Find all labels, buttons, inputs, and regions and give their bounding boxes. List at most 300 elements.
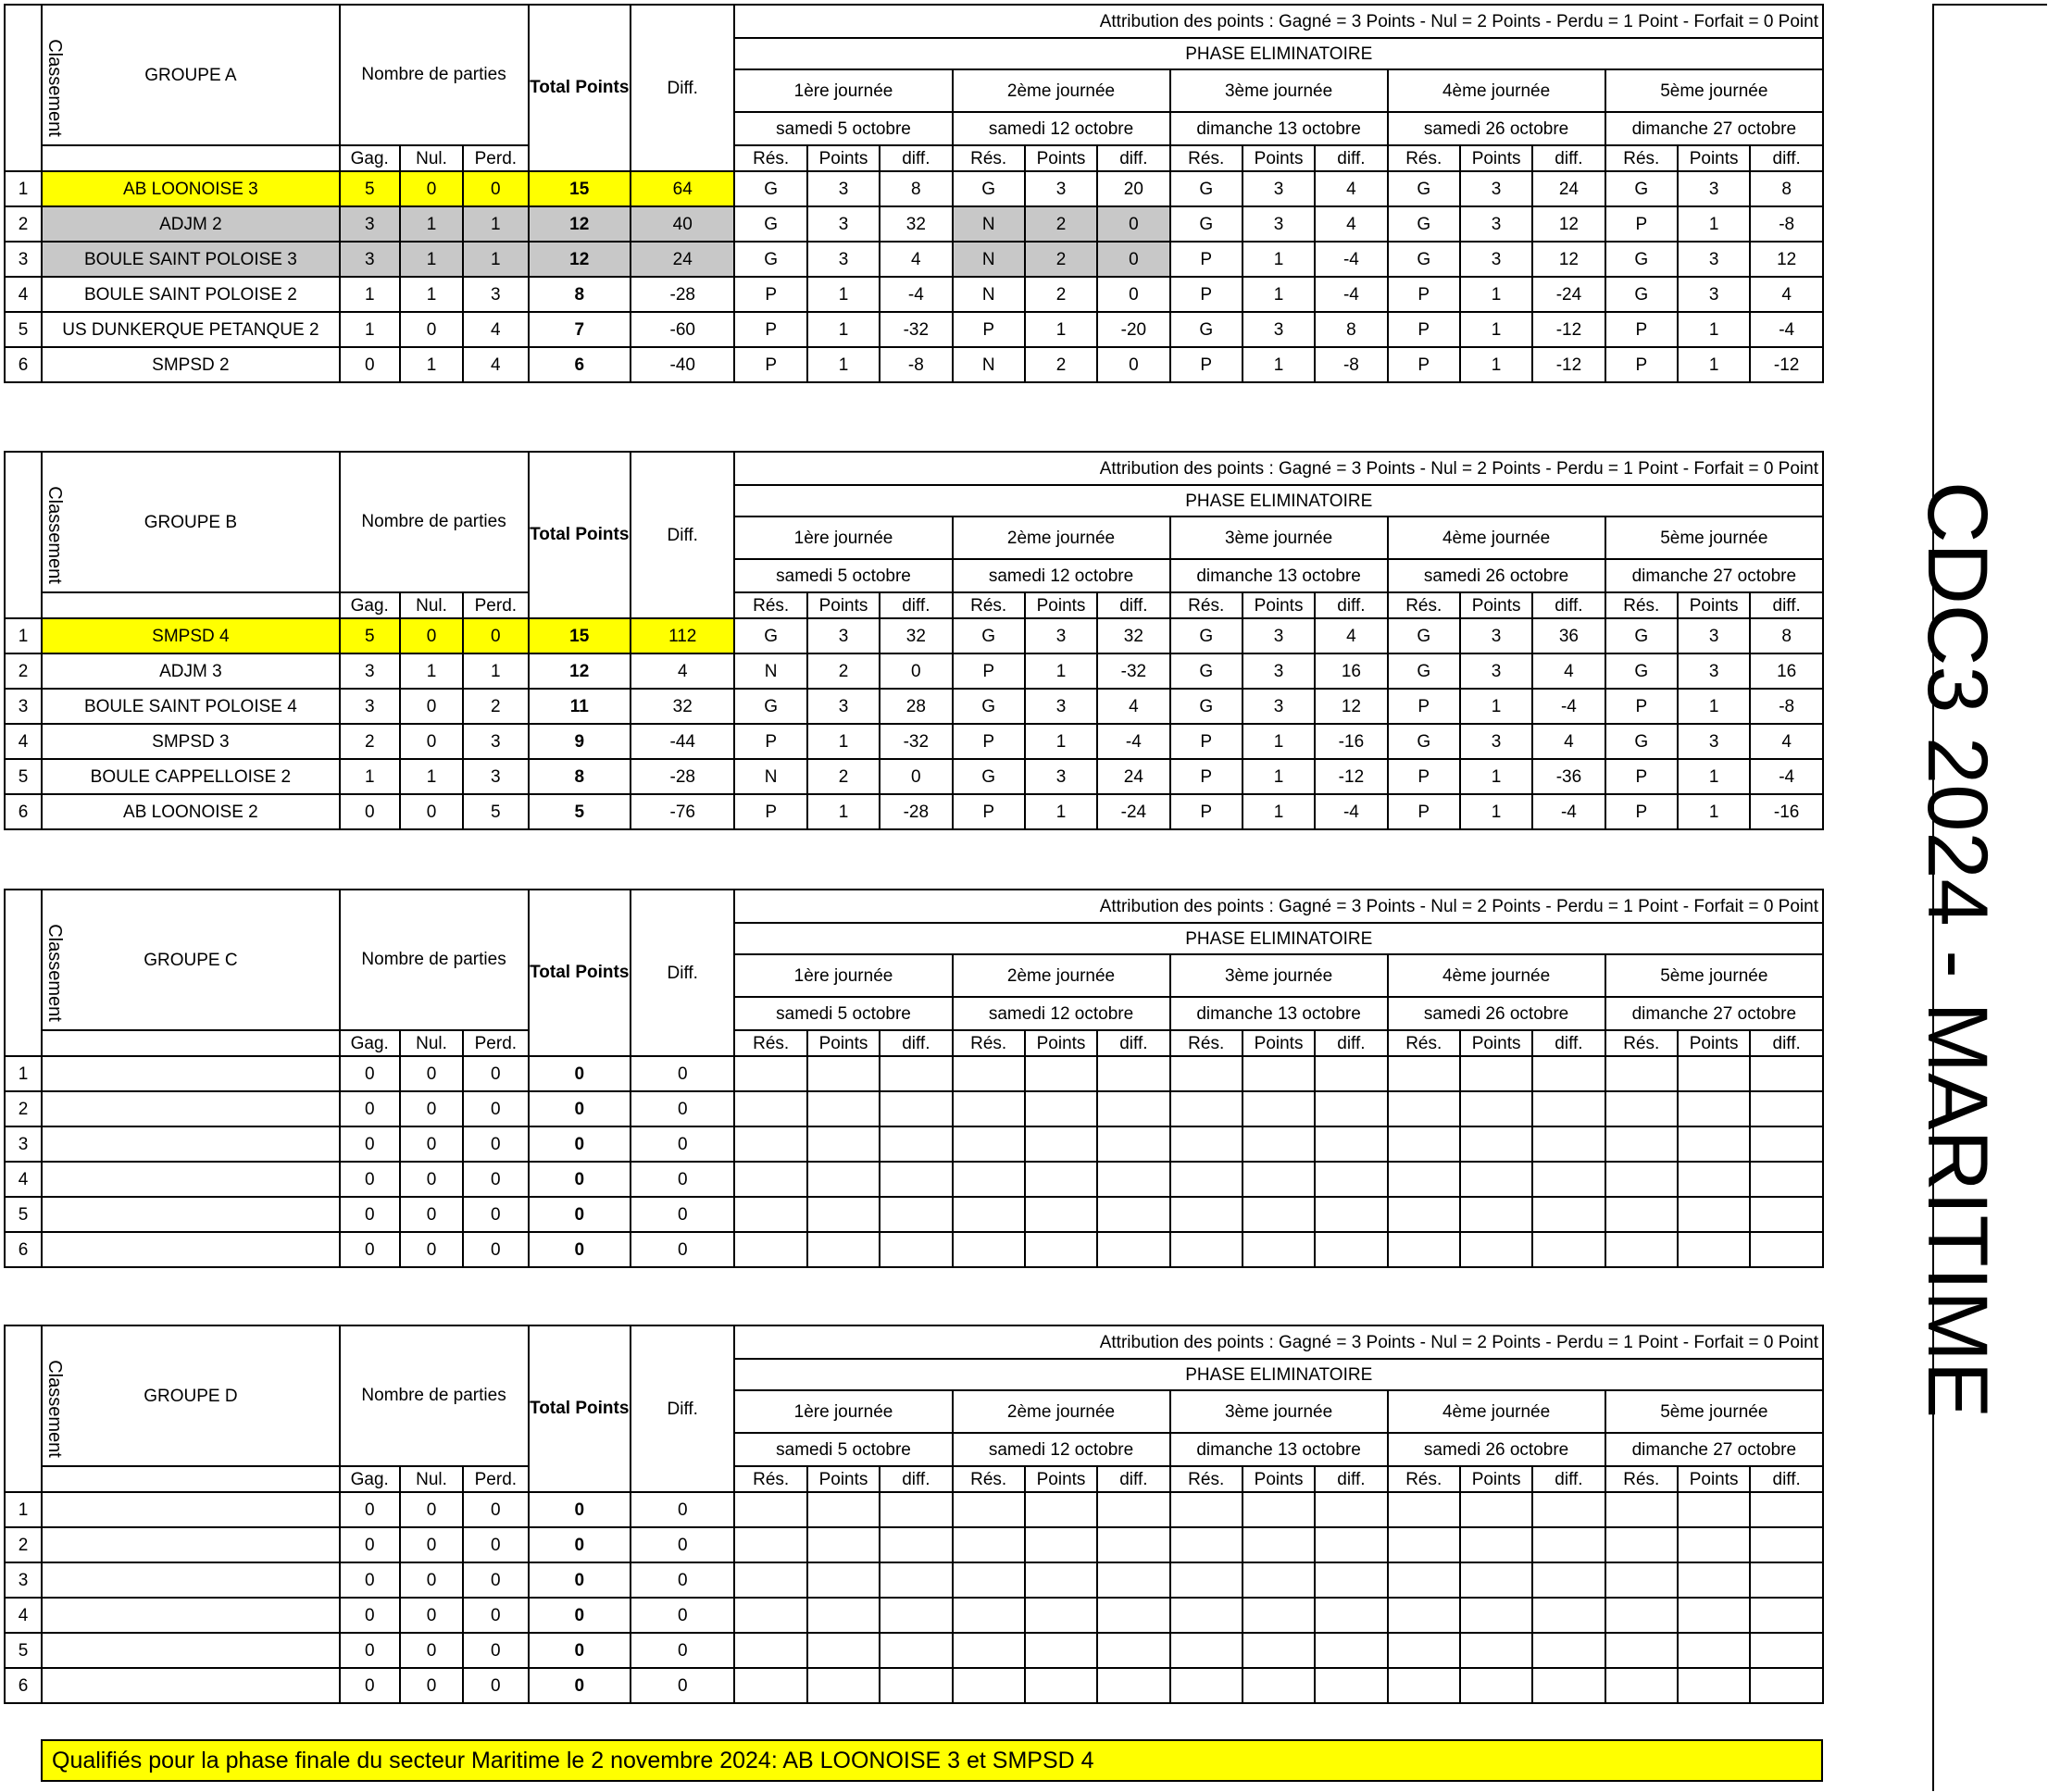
points-cell: 3 [1243,653,1315,689]
day-diff-cell [1532,1562,1605,1598]
perd-cell: 4 [463,347,528,382]
day-diff-cell [880,1668,952,1703]
journee-date: samedi 5 octobre [734,559,952,592]
total-points-header: Total Points [529,890,631,1056]
diff-cell: -40 [631,347,735,382]
rank-cell: 6 [5,347,42,382]
res-cell [1170,1492,1243,1527]
team-cell: SMPSD 4 [42,618,339,653]
res-cell [734,1197,806,1232]
gag-cell: 5 [340,618,400,653]
journee-label: 2ème journée [953,954,1170,997]
res-cell [734,1562,806,1598]
rank-cell: 3 [5,1126,42,1162]
table-row [5,1056,1823,1091]
points-attribution: Attribution des points : Gagné = 3 Points - Nul = 2 Points - Perdu = 1 Point - Forfait = 0 Point [734,452,1823,485]
team-cell: SMPSD 2 [42,347,339,382]
points-header: Points [1460,1466,1532,1492]
day-diff-cell: -36 [1532,759,1605,794]
team-cell [42,1598,339,1633]
team-cell [42,1492,339,1527]
gag-cell: 0 [340,1527,400,1562]
points-cell: 3 [1243,312,1315,347]
rank-cell: 3 [5,242,42,277]
points-header: Points [1025,592,1097,618]
day-diff-cell [1750,1527,1823,1562]
diff-small-header: diff. [1750,592,1823,618]
day-diff-cell [1097,1633,1169,1668]
res-cell [734,1232,806,1267]
points-cell [807,1126,880,1162]
points-cell: 3 [807,171,880,206]
points-cell [1678,1091,1750,1126]
perd-cell: 0 [463,1056,528,1091]
day-diff-cell: 4 [1532,724,1605,759]
team-cell: BOULE SAINT POLOISE 2 [42,277,339,312]
points-cell: 1 [1025,794,1097,829]
res-cell [1388,1598,1460,1633]
points-cell [1025,1162,1097,1197]
team-cell: ADJM 2 [42,206,339,242]
points-cell: 2 [1025,206,1097,242]
gag-cell: 3 [340,242,400,277]
diff-header: Diff. [631,1325,735,1492]
journee-date: dimanche 27 octobre [1605,997,1823,1030]
total-cell: 0 [529,1492,631,1527]
journee-date: samedi 12 octobre [953,112,1170,145]
day-diff-cell: 4 [1750,724,1823,759]
res-cell [734,1598,806,1633]
perd-cell: 0 [463,1527,528,1562]
group-name: GROUPE D [42,1325,339,1466]
points-cell [1678,1527,1750,1562]
res-cell [1170,1527,1243,1562]
res-cell [1605,1056,1678,1091]
res-cell [953,1562,1025,1598]
points-cell: 3 [1025,618,1097,653]
journee-label: 2ème journée [953,1390,1170,1433]
rank-cell: 2 [5,1527,42,1562]
journee-label: 4ème journée [1388,954,1605,997]
day-diff-cell [1532,1126,1605,1162]
res-header: Rés. [1605,1466,1678,1492]
day-diff-cell [1532,1162,1605,1197]
journee-date: samedi 26 octobre [1388,1433,1605,1466]
perd-cell: 1 [463,206,528,242]
day-diff-cell: 12 [1750,242,1823,277]
table-row [5,794,1823,829]
gag-cell: 0 [340,1056,400,1091]
table-row [5,1598,1823,1633]
points-header: Points [1678,1466,1750,1492]
journee-label: 1ère journée [734,1390,952,1433]
res-cell: G [1170,312,1243,347]
day-diff-cell [1750,1232,1823,1267]
points-cell: 1 [807,277,880,312]
points-header: Points [807,1030,880,1056]
res-cell [1170,1126,1243,1162]
diff-small-header: diff. [880,145,952,171]
points-cell: 1 [1678,347,1750,382]
day-diff-cell: -32 [880,724,952,759]
points-cell [1678,1562,1750,1598]
group-name: GROUPE C [42,890,339,1030]
points-cell [1460,1527,1532,1562]
points-cell: 1 [1678,312,1750,347]
total-cell: 0 [529,1162,631,1197]
team-cell [42,1056,339,1091]
res-cell [953,1091,1025,1126]
res-cell: P [1388,347,1460,382]
points-attribution: Attribution des points : Gagné = 3 Points - Nul = 2 Points - Perdu = 1 Point - Forfait = 0 Point [734,1325,1823,1359]
perd-cell: 0 [463,618,528,653]
day-diff-cell [880,1633,952,1668]
day-diff-cell [1097,1668,1169,1703]
nul-cell: 0 [400,1162,463,1197]
total-cell: 0 [529,1598,631,1633]
day-diff-cell: 4 [880,242,952,277]
day-diff-cell: 0 [1097,347,1169,382]
diff-small-header: diff. [1750,1466,1823,1492]
day-diff-cell: -28 [880,794,952,829]
day-diff-cell: -16 [1315,724,1387,759]
points-cell [1460,1232,1532,1267]
nul-cell: 0 [400,1232,463,1267]
res-cell [1605,1162,1678,1197]
res-cell [1388,1633,1460,1668]
day-diff-cell: -4 [1750,759,1823,794]
res-cell [1388,1527,1460,1562]
nul-header: Nul. [400,1030,463,1056]
perd-cell: 0 [463,1562,528,1598]
day-diff-cell [880,1562,952,1598]
table-row [5,171,1823,206]
points-cell [1025,1598,1097,1633]
gag-header: Gag. [340,1466,400,1492]
res-cell [1605,1492,1678,1527]
res-cell [953,1162,1025,1197]
journee-label: 3ème journée [1170,69,1388,112]
team-cell: AB LOONOISE 2 [42,794,339,829]
points-cell [1025,1197,1097,1232]
gag-header: Gag. [340,1030,400,1056]
nul-cell: 0 [400,618,463,653]
gag-cell: 1 [340,312,400,347]
table-row [5,1492,1823,1527]
points-cell [807,1232,880,1267]
gag-cell: 1 [340,759,400,794]
points-cell [1025,1562,1097,1598]
perd-cell: 1 [463,653,528,689]
diff-cell: 40 [631,206,735,242]
total-cell: 6 [529,347,631,382]
journee-date: samedi 26 octobre [1388,997,1605,1030]
points-header: Points [807,592,880,618]
res-cell: P [1388,794,1460,829]
points-cell [1243,1232,1315,1267]
team-cell: ADJM 3 [42,653,339,689]
res-cell [1605,1598,1678,1633]
res-cell [1170,1056,1243,1091]
day-diff-cell [1097,1162,1169,1197]
nul-cell: 0 [400,1091,463,1126]
points-cell [1025,1056,1097,1091]
res-cell: G [1388,618,1460,653]
total-cell: 0 [529,1091,631,1126]
res-cell: G [1388,242,1460,277]
journee-date: samedi 5 octobre [734,997,952,1030]
diff-small-header: diff. [1532,1030,1605,1056]
day-diff-cell: 0 [1097,277,1169,312]
res-header: Rés. [734,592,806,618]
classement-header: Classement [5,1325,42,1492]
res-cell [953,1633,1025,1668]
day-diff-cell: -4 [1750,312,1823,347]
res-cell [1388,1562,1460,1598]
day-diff-cell: -12 [1750,347,1823,382]
res-cell: P [953,653,1025,689]
res-cell: G [1388,206,1460,242]
rank-cell: 4 [5,1162,42,1197]
journee-label: 5ème journée [1605,516,1823,559]
points-cell: 1 [1460,277,1532,312]
points-header: Points [1243,1030,1315,1056]
perd-cell: 0 [463,1197,528,1232]
res-cell: P [953,312,1025,347]
team-cell [42,1232,339,1267]
diff-cell: 0 [631,1668,735,1703]
qualification-banner: Qualifiés pour la phase finale du secteur Maritime le 2 novembre 2024: AB LOONOISE 3 et SMPSD 4 [41,1739,1823,1782]
perd-header: Perd. [463,1030,528,1056]
points-cell: 3 [1243,689,1315,724]
table-row [5,1162,1823,1197]
res-cell [1170,1197,1243,1232]
day-diff-cell [880,1232,952,1267]
day-diff-cell: 8 [880,171,952,206]
res-cell: G [734,689,806,724]
res-header: Rés. [1388,1030,1460,1056]
team-cell: SMPSD 3 [42,724,339,759]
day-diff-cell [1750,1562,1823,1598]
group-table [4,451,1824,830]
res-cell: G [1170,689,1243,724]
group-table [4,889,1824,1268]
diff-small-header: diff. [1097,592,1169,618]
day-diff-cell: 36 [1532,618,1605,653]
points-cell: 1 [1460,689,1532,724]
day-diff-cell [1532,1232,1605,1267]
gag-cell: 0 [340,1668,400,1703]
day-diff-cell [1097,1056,1169,1091]
gag-cell: 0 [340,794,400,829]
points-cell: 1 [1243,794,1315,829]
res-cell: G [1170,206,1243,242]
phase-title: PHASE ELIMINATOIRE [734,1359,1823,1390]
perd-cell: 0 [463,1162,528,1197]
gag-cell: 3 [340,689,400,724]
journee-label: 5ème journée [1605,1390,1823,1433]
diff-cell: 0 [631,1562,735,1598]
diff-small-header: diff. [1315,592,1387,618]
res-cell: P [1605,312,1678,347]
journee-label: 4ème journée [1388,69,1605,112]
points-cell [1678,1668,1750,1703]
points-cell [1678,1197,1750,1232]
diff-cell: 0 [631,1162,735,1197]
perd-cell: 5 [463,794,528,829]
points-header: Points [1678,145,1750,171]
res-cell [953,1527,1025,1562]
points-cell [1243,1492,1315,1527]
nul-cell: 0 [400,1197,463,1232]
points-cell: 3 [1678,242,1750,277]
nul-header: Nul. [400,145,463,171]
nombre-parties-header: Nombre de parties [340,452,529,592]
points-cell [1460,1197,1532,1232]
day-diff-cell: -32 [880,312,952,347]
journee-date: samedi 12 octobre [953,1433,1170,1466]
total-points-header: Total Points [529,1325,631,1492]
points-cell: 1 [1460,794,1532,829]
day-diff-cell [1315,1056,1387,1091]
journee-label: 5ème journée [1605,69,1823,112]
day-diff-cell [1532,1197,1605,1232]
perd-cell: 3 [463,724,528,759]
phase-title: PHASE ELIMINATOIRE [734,38,1823,69]
team-cell [42,1126,339,1162]
gag-header: Gag. [340,145,400,171]
perd-header: Perd. [463,145,528,171]
total-cell: 0 [529,1197,631,1232]
points-cell: 2 [1025,242,1097,277]
table-row [5,1668,1823,1703]
points-cell: 3 [1460,171,1532,206]
table-row [5,242,1823,277]
day-diff-cell [1315,1126,1387,1162]
day-diff-cell [1315,1232,1387,1267]
day-diff-cell [1097,1232,1169,1267]
day-diff-cell: -24 [1532,277,1605,312]
total-cell: 0 [529,1056,631,1091]
gag-cell: 0 [340,1232,400,1267]
points-header: Points [807,145,880,171]
journee-label: 4ème journée [1388,1390,1605,1433]
points-cell [1243,1126,1315,1162]
res-cell: N [953,242,1025,277]
res-cell: P [1170,724,1243,759]
gag-cell: 0 [340,1492,400,1527]
diff-cell: 0 [631,1598,735,1633]
day-diff-cell: -24 [1097,794,1169,829]
res-cell: P [1170,242,1243,277]
res-cell: G [953,759,1025,794]
res-cell [1605,1633,1678,1668]
journee-date: dimanche 27 octobre [1605,112,1823,145]
day-diff-cell: 12 [1532,242,1605,277]
day-diff-cell [880,1492,952,1527]
points-header: Points [1025,1030,1097,1056]
diff-header: Diff. [631,890,735,1056]
res-cell: G [734,206,806,242]
day-diff-cell: -4 [1315,242,1387,277]
table-row [5,1562,1823,1598]
day-diff-cell [1532,1668,1605,1703]
points-cell [1243,1562,1315,1598]
nul-cell: 0 [400,1492,463,1527]
team-cell [42,1091,339,1126]
res-header: Rés. [953,145,1025,171]
rank-cell: 1 [5,1492,42,1527]
points-cell [1025,1633,1097,1668]
diff-small-header: diff. [880,592,952,618]
res-header: Rés. [1605,592,1678,618]
total-cell: 0 [529,1562,631,1598]
gag-cell: 1 [340,277,400,312]
table-row [5,618,1823,653]
rank-cell: 3 [5,1562,42,1598]
day-diff-cell: -4 [1097,724,1169,759]
gag-cell: 3 [340,653,400,689]
day-diff-cell: -12 [1315,759,1387,794]
res-cell [1388,1668,1460,1703]
res-cell: P [1388,277,1460,312]
points-cell [1678,1492,1750,1527]
points-cell: 3 [1678,171,1750,206]
diff-cell: 0 [631,1527,735,1562]
points-cell: 3 [1460,618,1532,653]
points-cell: 1 [1025,653,1097,689]
diff-small-header: diff. [1750,145,1823,171]
res-header: Rés. [734,145,806,171]
res-cell: P [1605,347,1678,382]
points-cell [1460,1492,1532,1527]
points-cell: 2 [1025,347,1097,382]
nombre-parties-header: Nombre de parties [340,1325,529,1466]
res-cell [734,1162,806,1197]
nul-cell: 0 [400,724,463,759]
day-diff-cell [1315,1492,1387,1527]
points-header: Points [1460,592,1532,618]
total-cell: 15 [529,171,631,206]
res-cell [953,1197,1025,1232]
total-cell: 12 [529,206,631,242]
day-diff-cell [1315,1633,1387,1668]
day-diff-cell: 28 [880,689,952,724]
day-diff-cell [880,1126,952,1162]
points-attribution: Attribution des points : Gagné = 3 Points - Nul = 2 Points - Perdu = 1 Point - Forfait = 0 Point [734,890,1823,923]
diff-header: Diff. [631,5,735,171]
points-cell [807,1668,880,1703]
day-diff-cell [1532,1492,1605,1527]
res-cell: P [1388,312,1460,347]
journee-date: samedi 5 octobre [734,1433,952,1466]
day-diff-cell: 16 [1315,653,1387,689]
points-header: Points [1678,592,1750,618]
rank-cell: 6 [5,1232,42,1267]
perd-cell: 0 [463,1598,528,1633]
day-diff-cell [1532,1527,1605,1562]
day-diff-cell [1532,1598,1605,1633]
points-attribution: Attribution des points : Gagné = 3 Points - Nul = 2 Points - Perdu = 1 Point - Forfait = 0 Point [734,5,1823,38]
gag-cell: 0 [340,347,400,382]
points-cell [1025,1091,1097,1126]
res-cell: G [953,618,1025,653]
day-diff-cell: -4 [1315,794,1387,829]
points-cell: 3 [807,618,880,653]
res-cell [734,1668,806,1703]
res-cell [1388,1232,1460,1267]
res-cell: G [1605,277,1678,312]
